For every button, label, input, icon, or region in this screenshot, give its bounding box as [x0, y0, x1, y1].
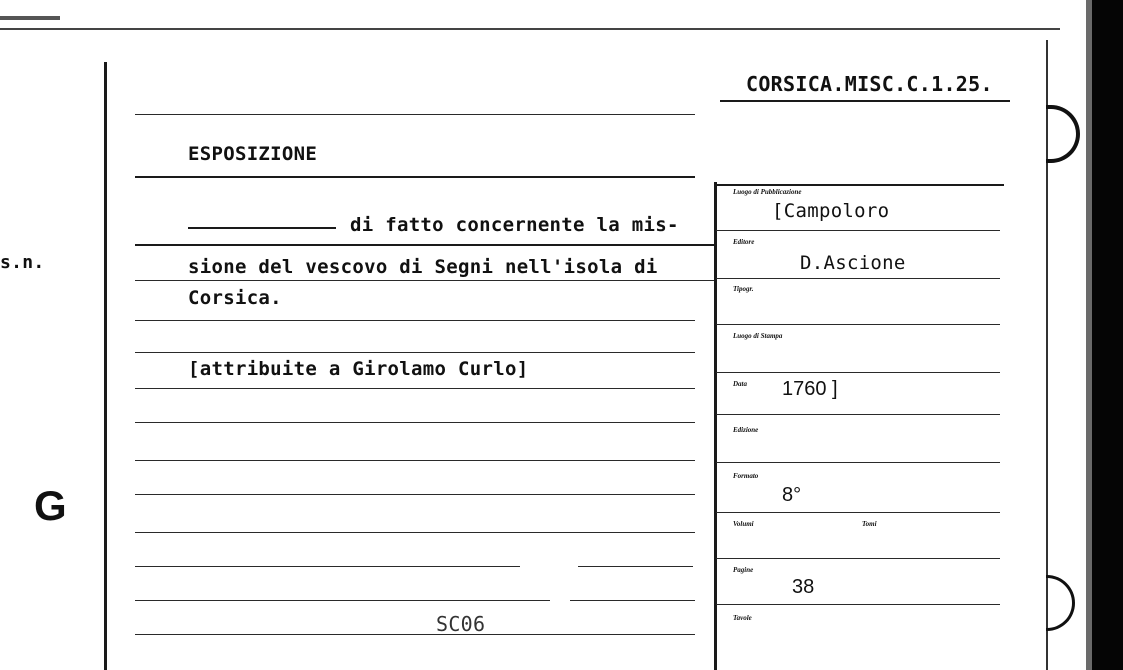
- ruled-line: [578, 566, 693, 567]
- publisher-label: Editore: [733, 238, 755, 246]
- publisher-value: D.Ascione: [800, 252, 906, 274]
- edition-label: Edizione: [733, 426, 759, 434]
- title-dash: [188, 227, 336, 229]
- binding-edge: [1092, 0, 1123, 670]
- ruled-line: [135, 494, 695, 495]
- fields-box-left: [714, 182, 717, 670]
- plates-label: Tavole: [733, 614, 752, 622]
- place-value: [Campoloro: [772, 200, 890, 222]
- place-label: Luogo di Pubblicazione: [733, 188, 802, 196]
- field-line: [716, 604, 1000, 605]
- index-letter: G: [34, 482, 67, 529]
- body-line-1: di fatto concernente la mis-: [350, 214, 679, 236]
- pages-value: 38: [792, 576, 815, 598]
- side-label: s.n.: [0, 252, 45, 273]
- ruled-line: [135, 532, 695, 533]
- card-title: ESPOSIZIONE: [188, 143, 318, 165]
- ruled-line: [135, 280, 715, 281]
- date-value: 1760 ]: [782, 378, 838, 400]
- top-edge-line: [0, 28, 1060, 30]
- ruled-line: [135, 388, 695, 389]
- ruled-line: [135, 244, 715, 246]
- ruled-line: [135, 460, 695, 461]
- fields-box-top: [716, 184, 1004, 186]
- ruled-line: [135, 566, 520, 567]
- field-line: [716, 414, 1000, 415]
- ruled-line: [135, 352, 695, 353]
- ruled-line: [570, 600, 695, 601]
- binding-ring-bottom: [1046, 575, 1075, 631]
- field-line: [716, 372, 1000, 373]
- printer-label: Tipogr.: [733, 285, 754, 293]
- attribution: [attribuite a Girolamo Curlo]: [188, 358, 529, 380]
- ruled-line: [135, 422, 695, 423]
- ruled-line: [135, 176, 695, 178]
- date-label: Data: [733, 380, 747, 388]
- ruled-line: [135, 600, 550, 601]
- ruled-line: [135, 634, 695, 635]
- body-line-3: Corsica.: [188, 287, 282, 309]
- field-line: [716, 462, 1000, 463]
- volumes-label: Volumi: [733, 520, 754, 528]
- tomes-label: Tomi: [862, 520, 877, 528]
- ruled-line: [135, 114, 695, 115]
- field-line: [716, 230, 1000, 231]
- body-line-2: sione del vescovo di Segni nell'isola di: [188, 256, 658, 278]
- shelfmark: CORSICA.MISC.C.1.25.: [746, 72, 993, 96]
- card-left-margin: [104, 62, 107, 670]
- ruled-line: [135, 320, 695, 321]
- print-place-label: Luogo di Stampa: [733, 332, 783, 340]
- format-label: Formato: [733, 472, 759, 480]
- field-line: [716, 558, 1000, 559]
- top-edge-dash: [0, 16, 60, 20]
- shelfmark-underline: [720, 100, 1010, 102]
- field-line: [716, 324, 1000, 325]
- format-value: 8°: [782, 484, 802, 506]
- field-line: [716, 512, 1000, 513]
- binding-ring-top: [1046, 105, 1080, 163]
- inventory-stamp: SC06: [436, 612, 486, 636]
- pages-label: Pagine: [733, 566, 754, 574]
- field-line: [716, 278, 1000, 279]
